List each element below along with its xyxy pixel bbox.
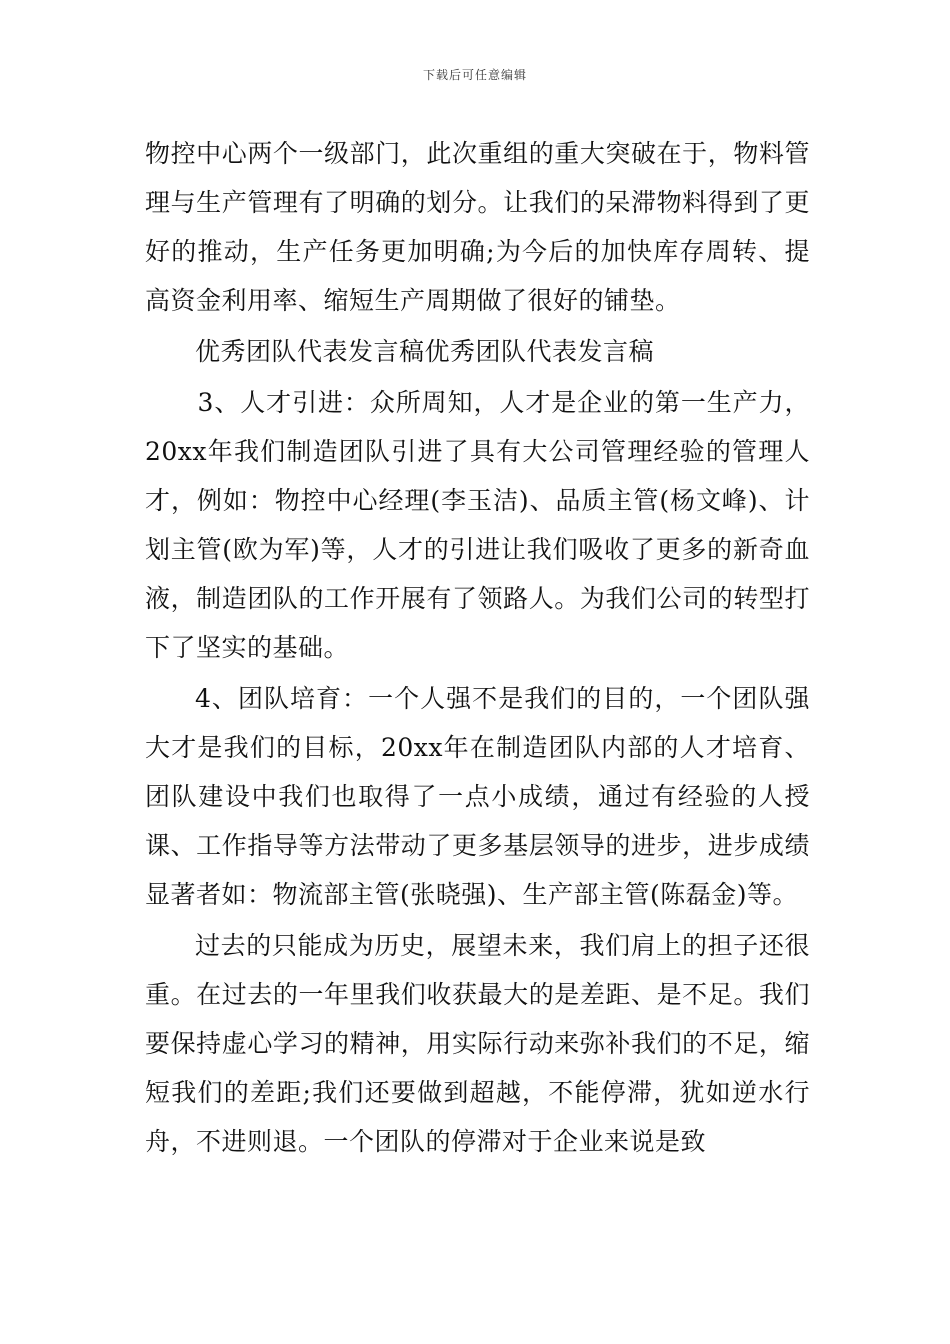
page-header-note: 下载后可任意编辑 [422,68,527,82]
paragraph-title-repeat: 优秀团队代表发言稿优秀团队代表发言稿 [195,337,655,366]
paragraph-outlook: 过去的只能成为历史，展望未来，我们肩上的担子还很重。在过去的一年里我们收获最大的是差距、是不足。我们要保持虚心学习的精神，用实际行动来弥补我们的不足，缩短我们的差距;我们还要做到超越，不能停滞，犹如逆水行舟，不进则退。一个团队的停滞对于企业来说是致 [145,931,810,1156]
document-body [145,129,810,1166]
paragraph-team-cultivation: 4、团队培育：一个人强不是我们的目的，一个团队强大才是我们的目标，20xx年在制造团队内部的人才培育、团队建设中我们也取得了一点小成绩，通过有经验的人授课、工作指导等方法带动了更多基层领导的进步，进步成绩显著者如：物流部主管(张晓强)、生产部主管(陈磊金)等。 [145,684,810,909]
paragraph-continuation: 物控中心两个一级部门，此次重组的重大突破在于，物料管理与生产管理有了明确的划分。让我们的呆滞物料得到了更好的推动，生产任务更加明确;为今后的加快库存周转、提高资金利用率、缩短生产周期做了很好的铺垫。 [145,139,810,315]
paragraph-talent-introduction: 3、人才引进：众所周知，人才是企业的第一生产力，20xx年我们制造团队引进了具有大公司管理经验的管理人才，例如：物控中心经理(李玉洁)、品质主管(杨文峰)、计划主管(欧为军)等，人才的引进让我们吸收了更多的新奇血液，制造团队的工作开展有了领路人。为我们公司的转型打下了坚实的基础。 [145,388,810,662]
